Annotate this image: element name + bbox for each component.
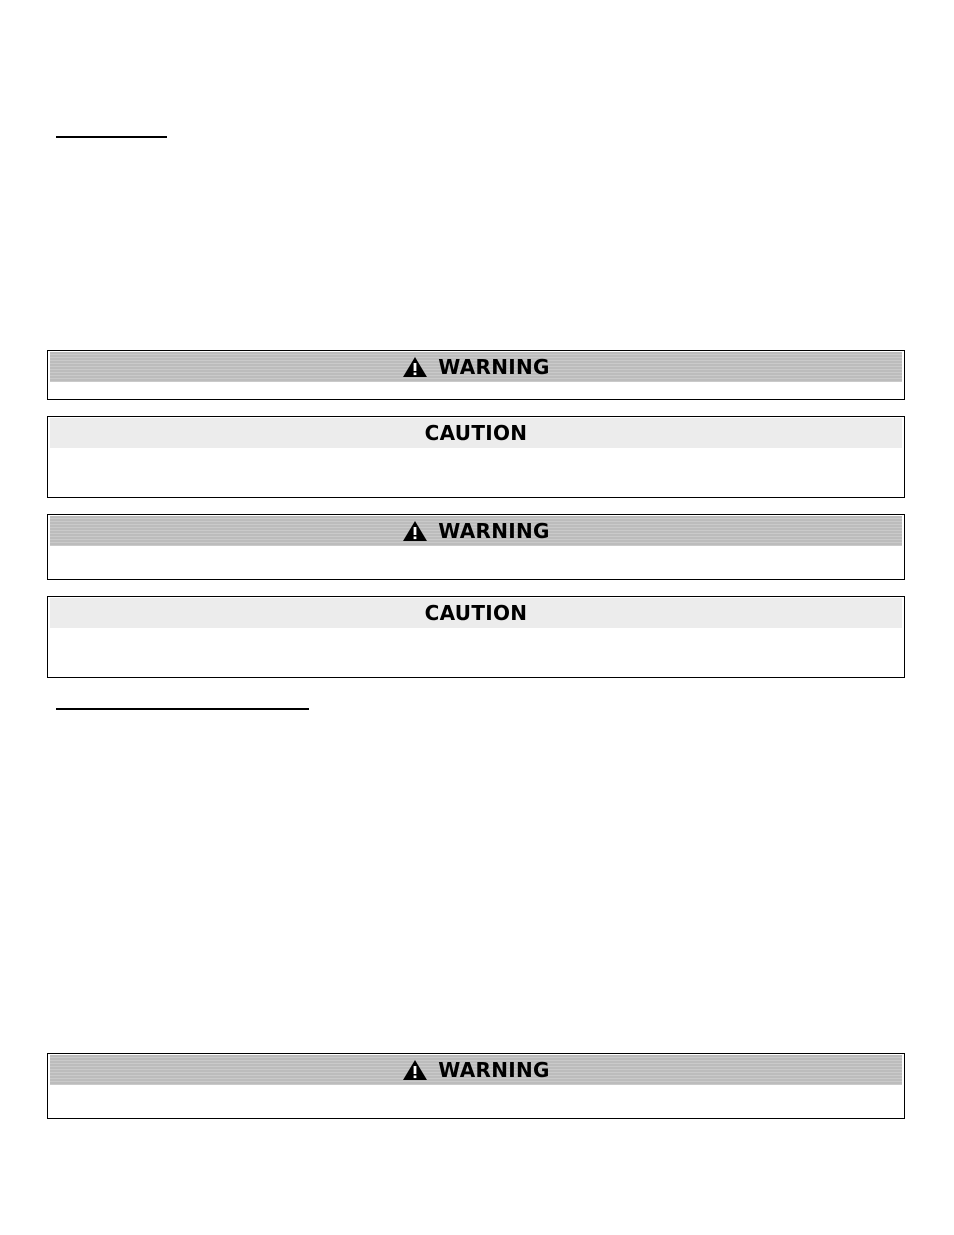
warning-triangle-icon <box>402 1059 428 1081</box>
warning-triangle-icon <box>402 356 428 378</box>
warning-header <box>50 1055 902 1085</box>
warning-header <box>50 352 902 382</box>
caution-header <box>50 418 902 448</box>
caution-header <box>50 598 902 628</box>
warning-notice-2 <box>47 514 905 580</box>
caution-label: CAUTION <box>424 421 528 445</box>
warning-label: WARNING <box>438 355 550 379</box>
warning-notice-1 <box>47 350 905 400</box>
warning-label: WARNING <box>438 1058 550 1082</box>
section-heading-underline-1 <box>56 136 167 138</box>
caution-label: CAUTION <box>424 601 528 625</box>
warning-header <box>50 516 902 546</box>
warning-triangle-icon <box>402 520 428 542</box>
caution-notice-1 <box>47 416 905 498</box>
section-heading-underline-2 <box>56 708 309 710</box>
caution-notice-2 <box>47 596 905 678</box>
warning-notice-3 <box>47 1053 905 1119</box>
warning-label: WARNING <box>438 519 550 543</box>
